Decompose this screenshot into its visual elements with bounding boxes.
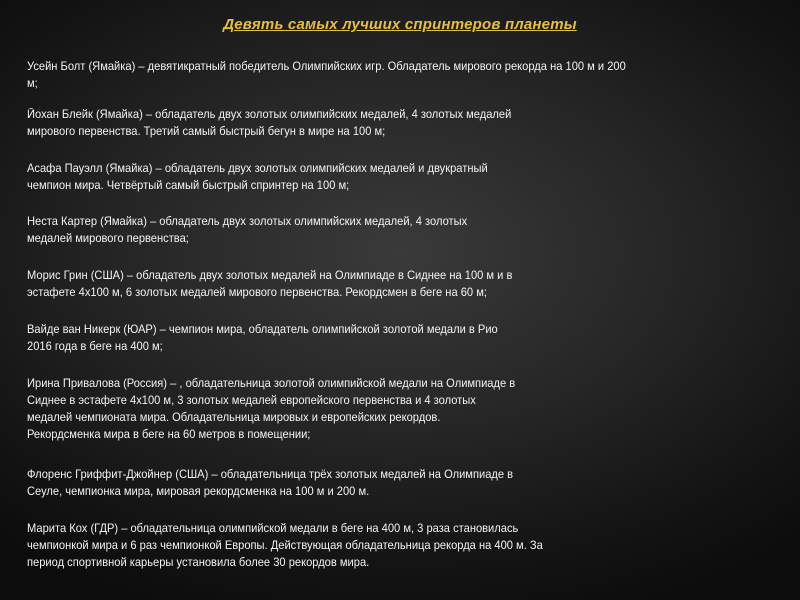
sprinter-entry-privalova: Ирина Привалова (Россия) – , обладательница золотой олимпийской медали на Олимпиаде в Сиднее в эстафете 4х100 м, 3 золотых медалей европейского первенства и 4 золотых медалей чемпионата мира. Обладательница мировых и европейских рекордов. Рекордсменка мира в беге на 60 метров в помещении; xyxy=(27,377,516,441)
slide-title: Девять самых лучших спринтеров планеты xyxy=(223,16,577,33)
sprinter-entry-griffith-joyner: Флоренс Гриффит-Джойнер (США) – обладательница трёх золотых медалей на Олимпиаде в Сеуле, чемпионка мира, мировая рекордсменка на 100 м и 200 м. xyxy=(27,468,514,498)
sprinter-entry-greene: Морис Грин (США) – обладатель двух золотых медалей на Олимпиаде в Сиднее на 100 м и в эстафете 4х100 м, 6 золотых медалей мирового первенства. Рекордсмен в беге на 60 м; xyxy=(27,269,513,299)
sprinter-entry-koch: Марита Кох (ГДР) – обладательница олимпийской медали в беге на 400 м, 3 раза становилась чемпионкой мира и 6 раз чемпионкой Европы. Действующая обладательница рекорда на 400 м. За период спортивной карьеры установила более 30 рекордов мира. xyxy=(27,522,543,569)
sprinter-entry-powell: Асафа Пауэлл (Ямайка) – обладатель двух золотых олимпийских медалей и двукратный чемпион мира. Четвёртый самый быстрый спринтер на 100 м; xyxy=(27,162,488,192)
sprinter-entry-carter: Неста Картер (Ямайка) – обладатель двух золотых олимпийских медалей, 4 золотых медалей мирового первенства; xyxy=(27,215,468,245)
sprinter-entry-van-niekerk: Вайде ван Никерк (ЮАР) – чемпион мира, обладатель олимпийской золотой медали в Рио 2016 года в беге на 400 м; xyxy=(27,323,498,353)
sprinter-entry-blake: Йохан Блейк (Ямайка) – обладатель двух золотых олимпийских медалей, 4 золотых медалей мирового первенства. Третий самый быстрый бегун в мире на 100 м; xyxy=(27,108,512,138)
sprinter-entry-bolt: Усейн Болт (Ямайка) – девятикратный победитель Олимпийских игр. Обладатель мирового рекорда на 100 м и 200 м; xyxy=(27,60,626,90)
